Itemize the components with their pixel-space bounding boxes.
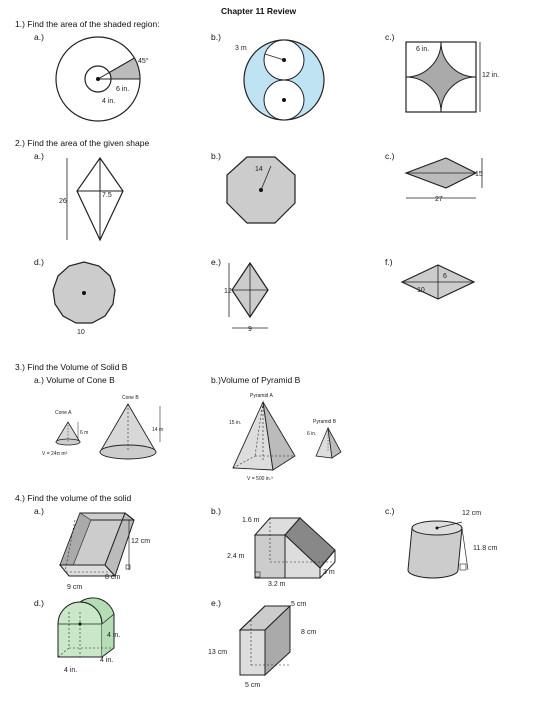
figure-2c-rhombus (404, 155, 504, 210)
problem-2a-letter: a.) (34, 151, 44, 161)
label-3a-h2: 14 m (152, 427, 164, 433)
label-3b-pyrA: Pyramid A (250, 393, 273, 399)
problem-4d-letter: d.) (34, 598, 44, 608)
label-4e-d1: 5 cm (291, 601, 307, 608)
label-1b-r: 3 m (235, 45, 247, 52)
label-4e-d3: 13 cm (208, 649, 228, 656)
label-4c-h: 11.8 cm (473, 545, 498, 552)
label-3a-h1: 6 m (80, 430, 89, 436)
label-4b-d4: 3 m (323, 569, 335, 576)
label-1a-r1: 6 in. (116, 86, 130, 93)
label-4c-r: 12 cm (462, 510, 482, 517)
label-4a-w: 8 cm (105, 574, 121, 581)
label-4d-d3: 4 in. (64, 667, 78, 674)
section-4-heading: 4.) Find the volume of the solid (15, 493, 132, 503)
label-4d-d2: 4 in. (100, 657, 114, 664)
page-title: Chapter 11 Review (221, 6, 297, 16)
label-2c-w: 27 (435, 196, 443, 203)
section-1-heading: 1.) Find the area of the shaded region: (15, 19, 160, 29)
figure-3a-cones (30, 390, 190, 470)
problem-4a-letter: a.) (34, 506, 44, 516)
label-3a-coneB: Cone B (122, 395, 139, 401)
label-4e-d4: 5 cm (245, 682, 261, 689)
problem-3b-title: b.)Volume of Pyramid B (211, 375, 301, 385)
label-3a-vol: V = 24π m³ (42, 451, 68, 457)
problem-4e-letter: e.) (211, 598, 221, 608)
label-2f-b: 10 (417, 287, 425, 294)
problem-2e-letter: e.) (211, 257, 221, 267)
figure-1a-annulus (50, 35, 170, 125)
figure-2e-rhombus (224, 260, 288, 335)
label-2e-h: 12 (224, 288, 232, 295)
label-3b-pyrB: Pyramid B (313, 419, 337, 425)
label-2e-w: 9 (248, 326, 252, 333)
label-2c-h: 15 (475, 171, 483, 178)
label-4a-l: 9 cm (67, 584, 83, 591)
label-2d-s: 10 (77, 329, 85, 336)
figure-3b-pyramids (225, 390, 365, 485)
label-2f-a: 6 (443, 273, 447, 280)
problem-2d-letter: d.) (34, 257, 44, 267)
problem-2b-letter: b.) (211, 151, 221, 161)
problem-4b-letter: b.) (211, 506, 221, 516)
problem-1a-letter: a.) (34, 32, 44, 42)
label-1c-side: 12 in. (482, 72, 500, 79)
problem-3a-title: a.) Volume of Cone B (34, 375, 115, 385)
label-4b-d1: 1.6 m (242, 517, 260, 524)
label-4d-d1: 4 in. (107, 632, 121, 639)
label-3a-coneA: Cone A (55, 410, 72, 416)
label-3b-h2: 6 in. (307, 431, 317, 437)
problem-4c-letter: c.) (385, 506, 395, 516)
label-3b-h1: 15 in. (229, 420, 242, 426)
label-1c-r: 6 in. (416, 46, 430, 53)
label-3b-vol: V = 500 in.³ (247, 476, 273, 482)
label-1a-angle: 45° (138, 58, 149, 65)
problem-1b-letter: b.) (211, 32, 221, 42)
label-2a-w: 7.5 (102, 192, 112, 199)
figure-4d-solid (50, 600, 145, 680)
figure-2a-kite (55, 155, 135, 245)
label-4a-h: 12 cm (131, 538, 151, 545)
section-3-heading: 3.) Find the Volume of Solid B (15, 362, 128, 372)
figure-2d-polygon (50, 260, 125, 340)
figure-1c-square (404, 40, 514, 125)
figure-4e-prism (205, 600, 325, 690)
figure-1b-circles (225, 38, 335, 128)
figure-2b-octagon (225, 155, 305, 230)
label-1a-r2: 4 in. (102, 98, 116, 105)
figure-4a-prism (45, 510, 165, 595)
figure-4b-prism (225, 510, 355, 590)
label-4b-d3: 3.2 m (268, 581, 286, 588)
label-4b-d2: 2.4 m (227, 553, 245, 560)
figure-2f-rhombus (400, 262, 480, 302)
label-2b-r: 14 (255, 166, 263, 173)
label-2a-h: 26 (59, 198, 67, 205)
section-2-heading: 2.) Find the area of the given shape (15, 138, 150, 148)
problem-2c-letter: c.) (385, 151, 395, 161)
figure-4c-cylinder (400, 508, 530, 588)
problem-2f-letter: f.) (385, 257, 393, 267)
problem-1c-letter: c.) (385, 32, 395, 42)
label-4e-d2: 8 cm (301, 629, 317, 636)
